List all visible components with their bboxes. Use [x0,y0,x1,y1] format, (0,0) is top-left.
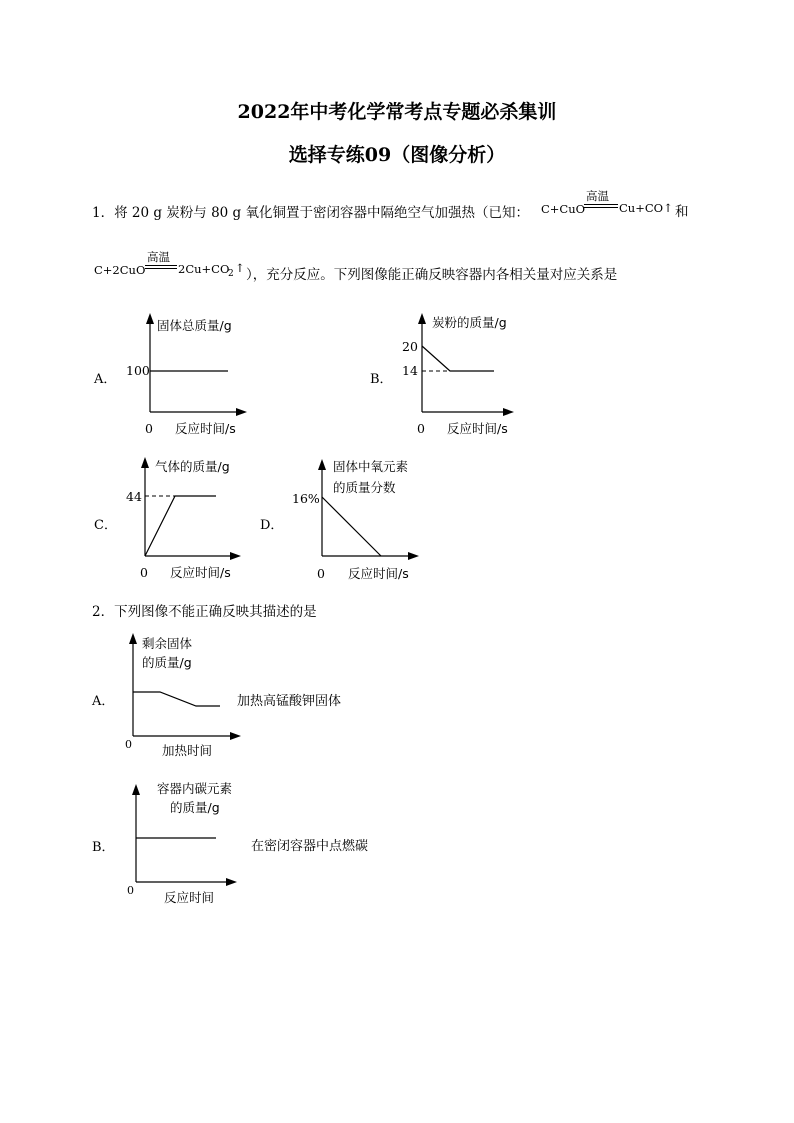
eq2-products: 2Cu+CO [178,262,230,276]
page-subtitle: 选择专练09（图像分析） [288,144,506,166]
q1-stem-line2: ），充分反应。下列图像能正确反映容器内各相关量对应关系是 [246,267,618,283]
origin-label: 0 [317,566,325,581]
origin-label: 0 [145,421,153,436]
y-axis-label-line1: 剩余固体 [142,636,193,651]
x-axis-label: 反应时间/s [348,566,409,581]
y-axis-label-line1: 容器内碳元素 [157,781,233,796]
y-axis-label-line2: 的质量/g [142,655,192,670]
q1-option-d-letter: D． [260,518,284,533]
y-axis-label-line2: 的质量/g [170,800,220,815]
eq2-condition: 高温 [147,250,170,264]
q2-option-a-description: 加热高锰酸钾固体 [237,694,342,709]
y-axis-label: 固体总质量/g [157,318,232,333]
x-axis-label: 加热时间 [162,743,213,758]
y-axis-label-line2: 的质量分数 [333,480,396,495]
eq2-reactants: C+2CuO [94,263,146,277]
q1-option-b-letter: B． [370,372,393,387]
x-axis-label: 反应时间 [164,890,215,905]
tick-label: 100 [126,363,150,378]
eq1-products: Cu+CO↑ [619,201,673,215]
q2-option-b-letter: B． [92,840,115,855]
q1-option-c-letter: C． [94,518,117,533]
x-axis-label: 反应时间/s [175,421,236,436]
eq-and-text: 和 [675,204,689,220]
eq1-condition: 高温 [586,189,609,203]
y-axis-label: 气体的质量/g [155,459,230,474]
y-axis-label-line1: 固体中氧元素 [333,459,409,474]
origin-label: 0 [125,738,132,751]
q1-stem-line1: 1．将 20 g 炭粉与 80 g 氧化铜置于密闭容器中隔绝空气加强热（已知： [92,205,529,221]
tick-label-14: 14 [402,363,418,378]
eq1-reactants: C+CuO [541,202,586,216]
eq2-up-arrow: ↑ [235,261,245,275]
page-title: 2022年中考化学常考点专题必杀集训 [237,101,557,123]
x-axis-arrow [226,878,237,886]
x-axis-label: 反应时间/s [170,565,231,580]
q1-option-a-letter: A． [94,372,117,387]
eq2-subscript: 2 [228,269,234,279]
y-axis-arrow [132,784,140,795]
y-axis-label: 炭粉的质量/g [432,315,507,330]
origin-label: 0 [417,421,425,436]
tick-label-20: 20 [402,339,418,354]
q2-option-b-description: 在密闭容器中点燃碳 [251,839,369,854]
q2-option-a-letter: A． [92,694,115,709]
tick-label-16: 16% [292,491,320,506]
origin-label: 0 [140,565,148,580]
origin-label: 0 [127,884,134,897]
q2-stem: 2．下列图像不能正确反映其描述的是 [92,604,317,620]
tick-label-44: 44 [126,489,142,504]
x-axis-label: 反应时间/s [447,421,508,436]
